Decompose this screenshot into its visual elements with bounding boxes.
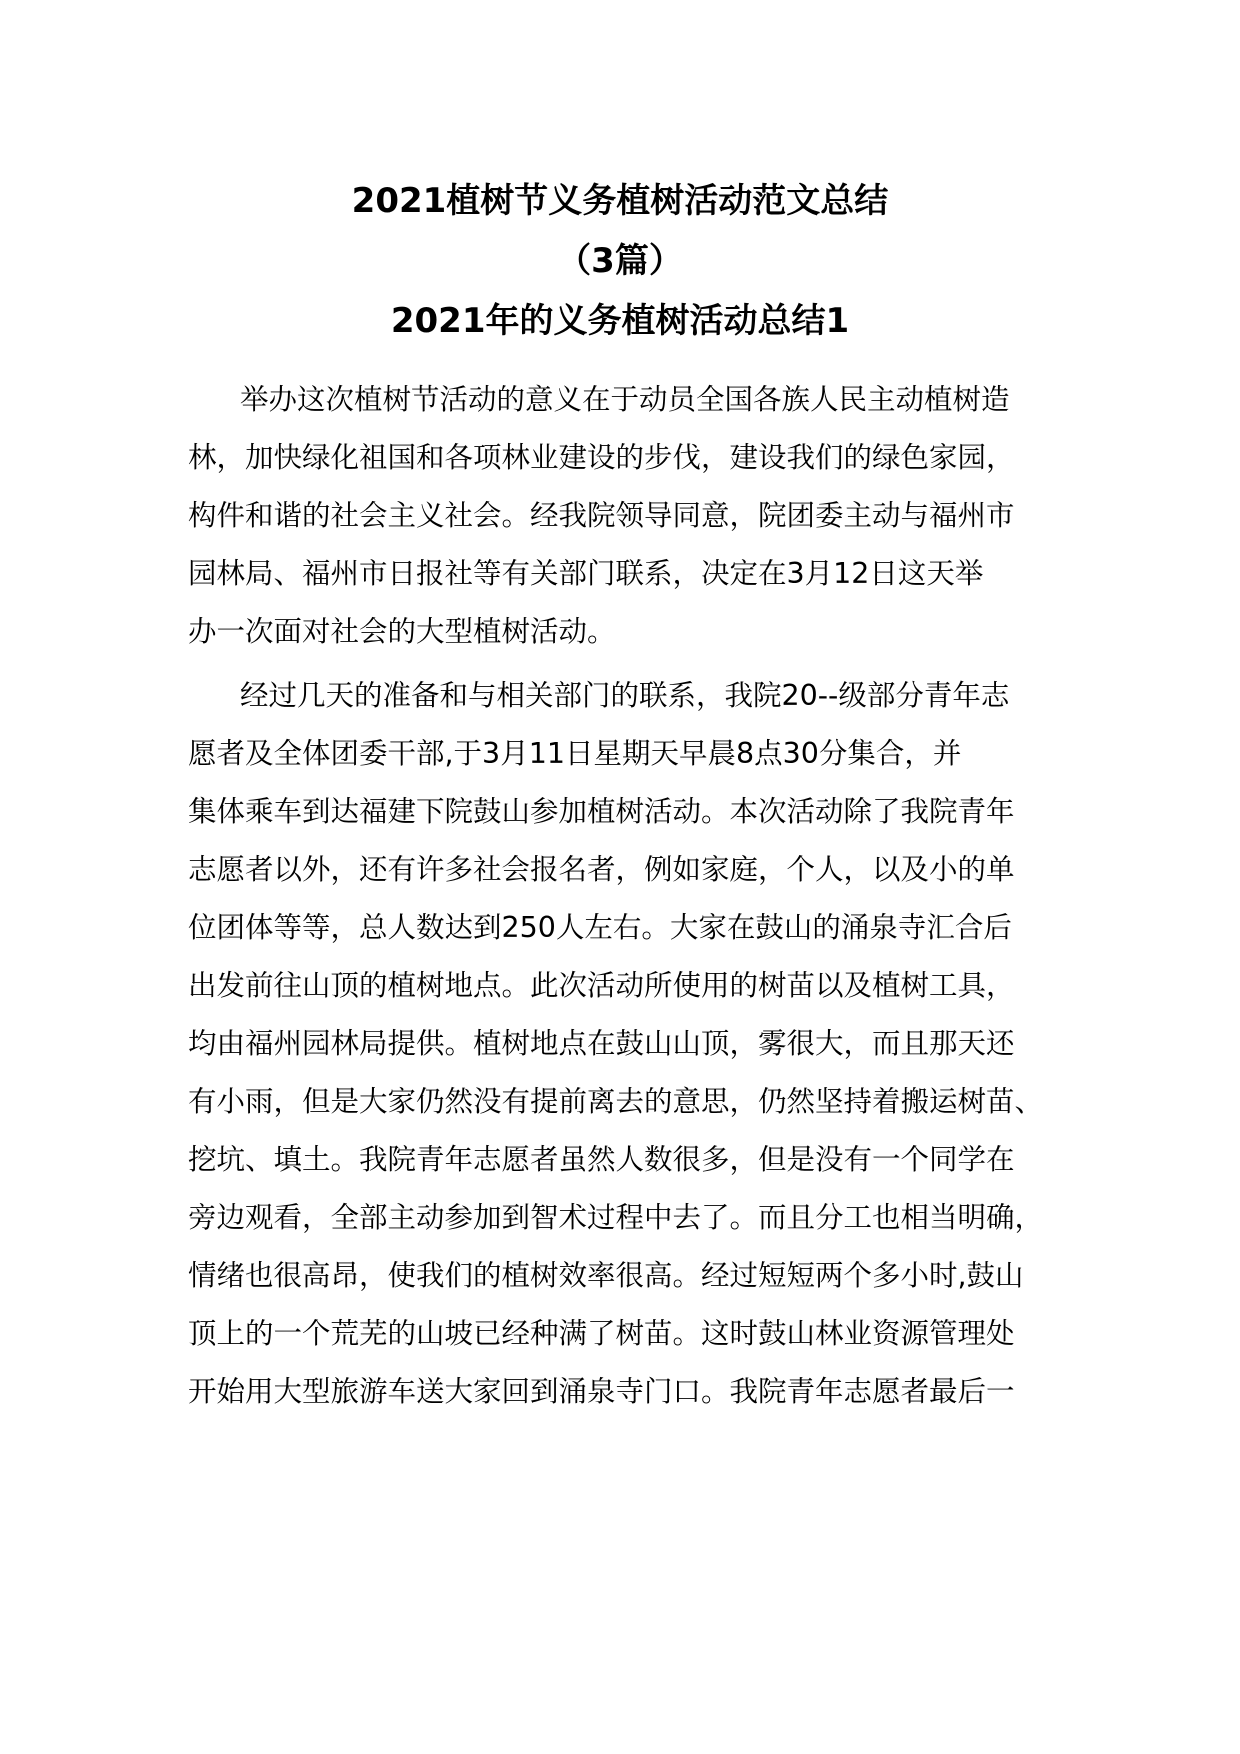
- paragraph-line: 顶上的一个荒芜的山坡已经种满了树苗。这时鼓山林业资源管理处: [188, 1317, 1015, 1350]
- paragraph-line: 开始用大型旅游车送大家回到涌泉寺门口。我院青年志愿者最后一: [188, 1375, 1015, 1408]
- paragraph-line: 经过几天的准备和与相关部门的联系，我院20--级部分青年志: [240, 679, 1010, 712]
- paragraph-line: 旁边观看，全部主动参加到智术过程中去了。而且分工也相当明确，: [188, 1201, 1044, 1234]
- paragraph-line: 出发前往山顶的植树地点。此次活动所使用的树苗以及植树工具，: [188, 969, 1015, 1002]
- paragraph-line: 办一次面对社会的大型植树活动。: [188, 615, 616, 648]
- paragraph-line: 位团体等等，总人数达到250人左右。大家在鼓山的涌泉寺汇合后: [188, 911, 1012, 944]
- paragraph-line: 举办这次植树节活动的意义在于动员全国各族人民主动植树造: [240, 383, 1010, 416]
- paragraph-line: 均由福州园林局提供。植树地点在鼓山山顶，雾很大，而且那天还: [188, 1027, 1015, 1060]
- paragraph-line: 愿者及全体团委干部,于3月11日星期天早晨8点30分集合，并: [188, 737, 962, 770]
- paragraph-line: 挖坑、填土。我院青年志愿者虽然人数很多，但是没有一个同学在: [188, 1143, 1015, 1176]
- document-title-line-1: 2021植树节义务植树活动范文总结: [351, 181, 889, 221]
- paragraph-line: 志愿者以外，还有许多社会报名者，例如家庭，个人，以及小的单: [188, 853, 1015, 886]
- section-heading: 2021年的义务植树活动总结1: [390, 301, 850, 341]
- paragraph-line: 园林局、福州市日报社等有关部门联系，决定在3月12日这天举: [188, 557, 984, 590]
- paragraph-line: 有小雨，但是大家仍然没有提前离去的意思，仍然坚持着搬运树苗、: [188, 1085, 1044, 1118]
- document-title-line-2: （3篇）: [557, 241, 683, 281]
- paragraph-line: 情绪也很高昂，使我们的植树效率很高。经过短短两个多小时,鼓山: [188, 1259, 1024, 1292]
- paragraph-line: 构件和谐的社会主义社会。经我院领导同意，院团委主动与福州市: [188, 499, 1015, 532]
- paragraph-line: 集体乘车到达福建下院鼓山参加植树活动。本次活动除了我院青年: [188, 795, 1015, 828]
- paragraph-line: 林，加快绿化祖国和各项林业建设的步伐，建设我们的绿色家园，: [188, 441, 1015, 474]
